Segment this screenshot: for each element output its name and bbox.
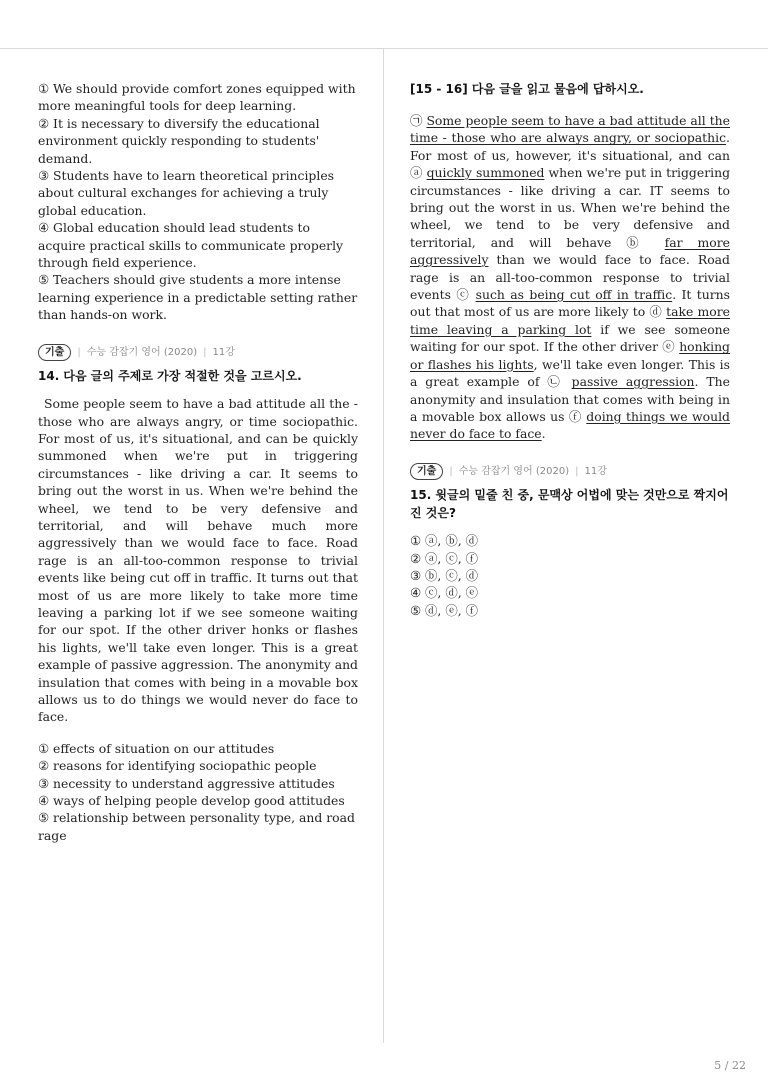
underlined-phrase: passive aggression (571, 374, 695, 390)
option-item[interactable]: ⑤ ⓓ, ⓔ, ⓕ (410, 602, 478, 618)
passage-text: than we would face to face. Road rage is an all-too-common response to trivial events ⓒ (410, 252, 730, 303)
page-number: 5 / 22 (714, 1059, 746, 1072)
underlined-phrase: such as being cut off in traffic (475, 287, 673, 303)
lesson-label: 11강 (584, 465, 607, 477)
separator: | (449, 465, 453, 477)
passage-text: when we're put in triggering circumstances - like driving a car. IT seems to bring out the worst in us. When we're behind the wheel, we tend to be very defensive and territorial, and will behave ⓑ (410, 165, 730, 250)
option-item[interactable]: ③ ⓑ, ⓒ, ⓓ (410, 567, 478, 583)
option-item[interactable]: ⑤ Teachers should give students a more intense learning experience in a predictable setting rather than hands-on work. (38, 272, 358, 323)
option-item[interactable]: ④ Global education should lead students to acquire practical skills to communicate properly through field experience. (38, 220, 344, 271)
source-label: 수능 감잡기 영어 (2020) (458, 465, 570, 477)
option-item[interactable]: ③ necessity to understand aggressive attitudes (38, 775, 335, 791)
q14-options (38, 740, 358, 844)
q14-source-row (38, 344, 358, 361)
q14-title: 14. 다음 글의 주제로 가장 적절한 것을 고르시오. (38, 369, 302, 384)
option-item[interactable]: ① We should provide comfort zones equipped with more meaningful tools for deep learning. (38, 81, 356, 114)
option-item[interactable]: ② ⓐ, ⓒ, ⓕ (410, 550, 478, 566)
passage-text: . For most of us, however, it's situational, and can ⓐ (410, 130, 730, 181)
source-badge: 기출 (38, 344, 71, 361)
set-title: [15 - 16] 다음 글을 읽고 물음에 답하시오. (410, 82, 644, 96)
option-item[interactable]: ① ⓐ, ⓑ, ⓓ (410, 533, 478, 549)
q15-passage (410, 112, 730, 443)
q15-source-row (410, 463, 730, 480)
option-item[interactable]: ② It is necessary to diversify the educational environment quickly responding to students' demand. (38, 115, 320, 166)
passage-text: . It turns out that most of us are more likely to ⓓ (410, 287, 730, 320)
lesson-label: 11강 (212, 346, 235, 358)
q14-passage: Some people seem to have a bad attitude all the - those who are always angry, or time sociopathic. For most of us, it's situational, and can be quickly summoned when we're put in triggering circumstances - like driving a car. It seems to bring out the worst in us. When we're behind the wheel, we tend to be very defensive and territorial, and will behave much more aggressively than we would face to face. Road rage is an all-too-common response to trivial events like being cut off in traffic. It turns out that most of us are more likely to take more time leaving a parking lot if we see someone waiting for our spot. If the other driver honks or flashes his lights, we'll take even longer. This is a great example of passive aggression. The anonymity and insulation that comes with being in a movable box allows us to do things we would never do face to face. (38, 396, 358, 725)
previous-question-options (38, 80, 358, 324)
underlined-phrase: honking or flashes his lights (410, 339, 730, 372)
underlined-phrase: quickly summoned (426, 165, 545, 181)
source-badge: 기출 (410, 463, 443, 480)
separator: | (203, 346, 207, 358)
right-column (410, 80, 730, 619)
passage-text: if we see someone waiting for our spot. If the other driver ⓔ (410, 321, 730, 355)
option-item[interactable]: ⑤ relationship between personality type, and road rage (38, 810, 355, 843)
separator: | (77, 346, 81, 358)
passage-text: ㉠ (410, 113, 427, 128)
underlined-phrase: Some people seem to have a bad attitude all the time - those who are always angry, or sociopathic (410, 113, 730, 146)
underlined-phrase: take more time leaving a parking lot (410, 304, 730, 337)
header-rule (0, 48, 768, 49)
option-item[interactable]: ④ ⓒ, ⓓ, ⓔ (410, 585, 478, 601)
column-divider (383, 48, 384, 1043)
option-item[interactable]: ① effects of situation on our attitudes (38, 740, 275, 756)
passage-text: , we'll take even longer. This is a great example of ㉡ (410, 356, 730, 390)
option-item[interactable]: ② reasons for identifying sociopathic people (38, 758, 317, 774)
q15-title: 15. 윗글의 밑줄 친 중, 문맥상 어법에 맞는 것만으로 짝지어진 것은? (410, 488, 729, 521)
passage-text: . (541, 426, 546, 442)
underlined-phrase: far more aggressively (410, 234, 730, 268)
left-column (38, 80, 358, 844)
q15-options (410, 532, 730, 619)
underlined-phrase: doing things we would never do face to face (410, 408, 730, 442)
separator: | (575, 465, 579, 477)
source-label: 수능 감잡기 영어 (2020) (86, 346, 198, 358)
option-item[interactable]: ③ Students have to learn theoretical principles about cultural exchanges for achieving a truly global education. (38, 168, 335, 218)
option-item[interactable]: ④ ways of helping people develop good attitudes (38, 793, 345, 809)
passage-text: . The anonymity and insulation that comes with being in a movable box allows us ⓕ (410, 374, 730, 424)
